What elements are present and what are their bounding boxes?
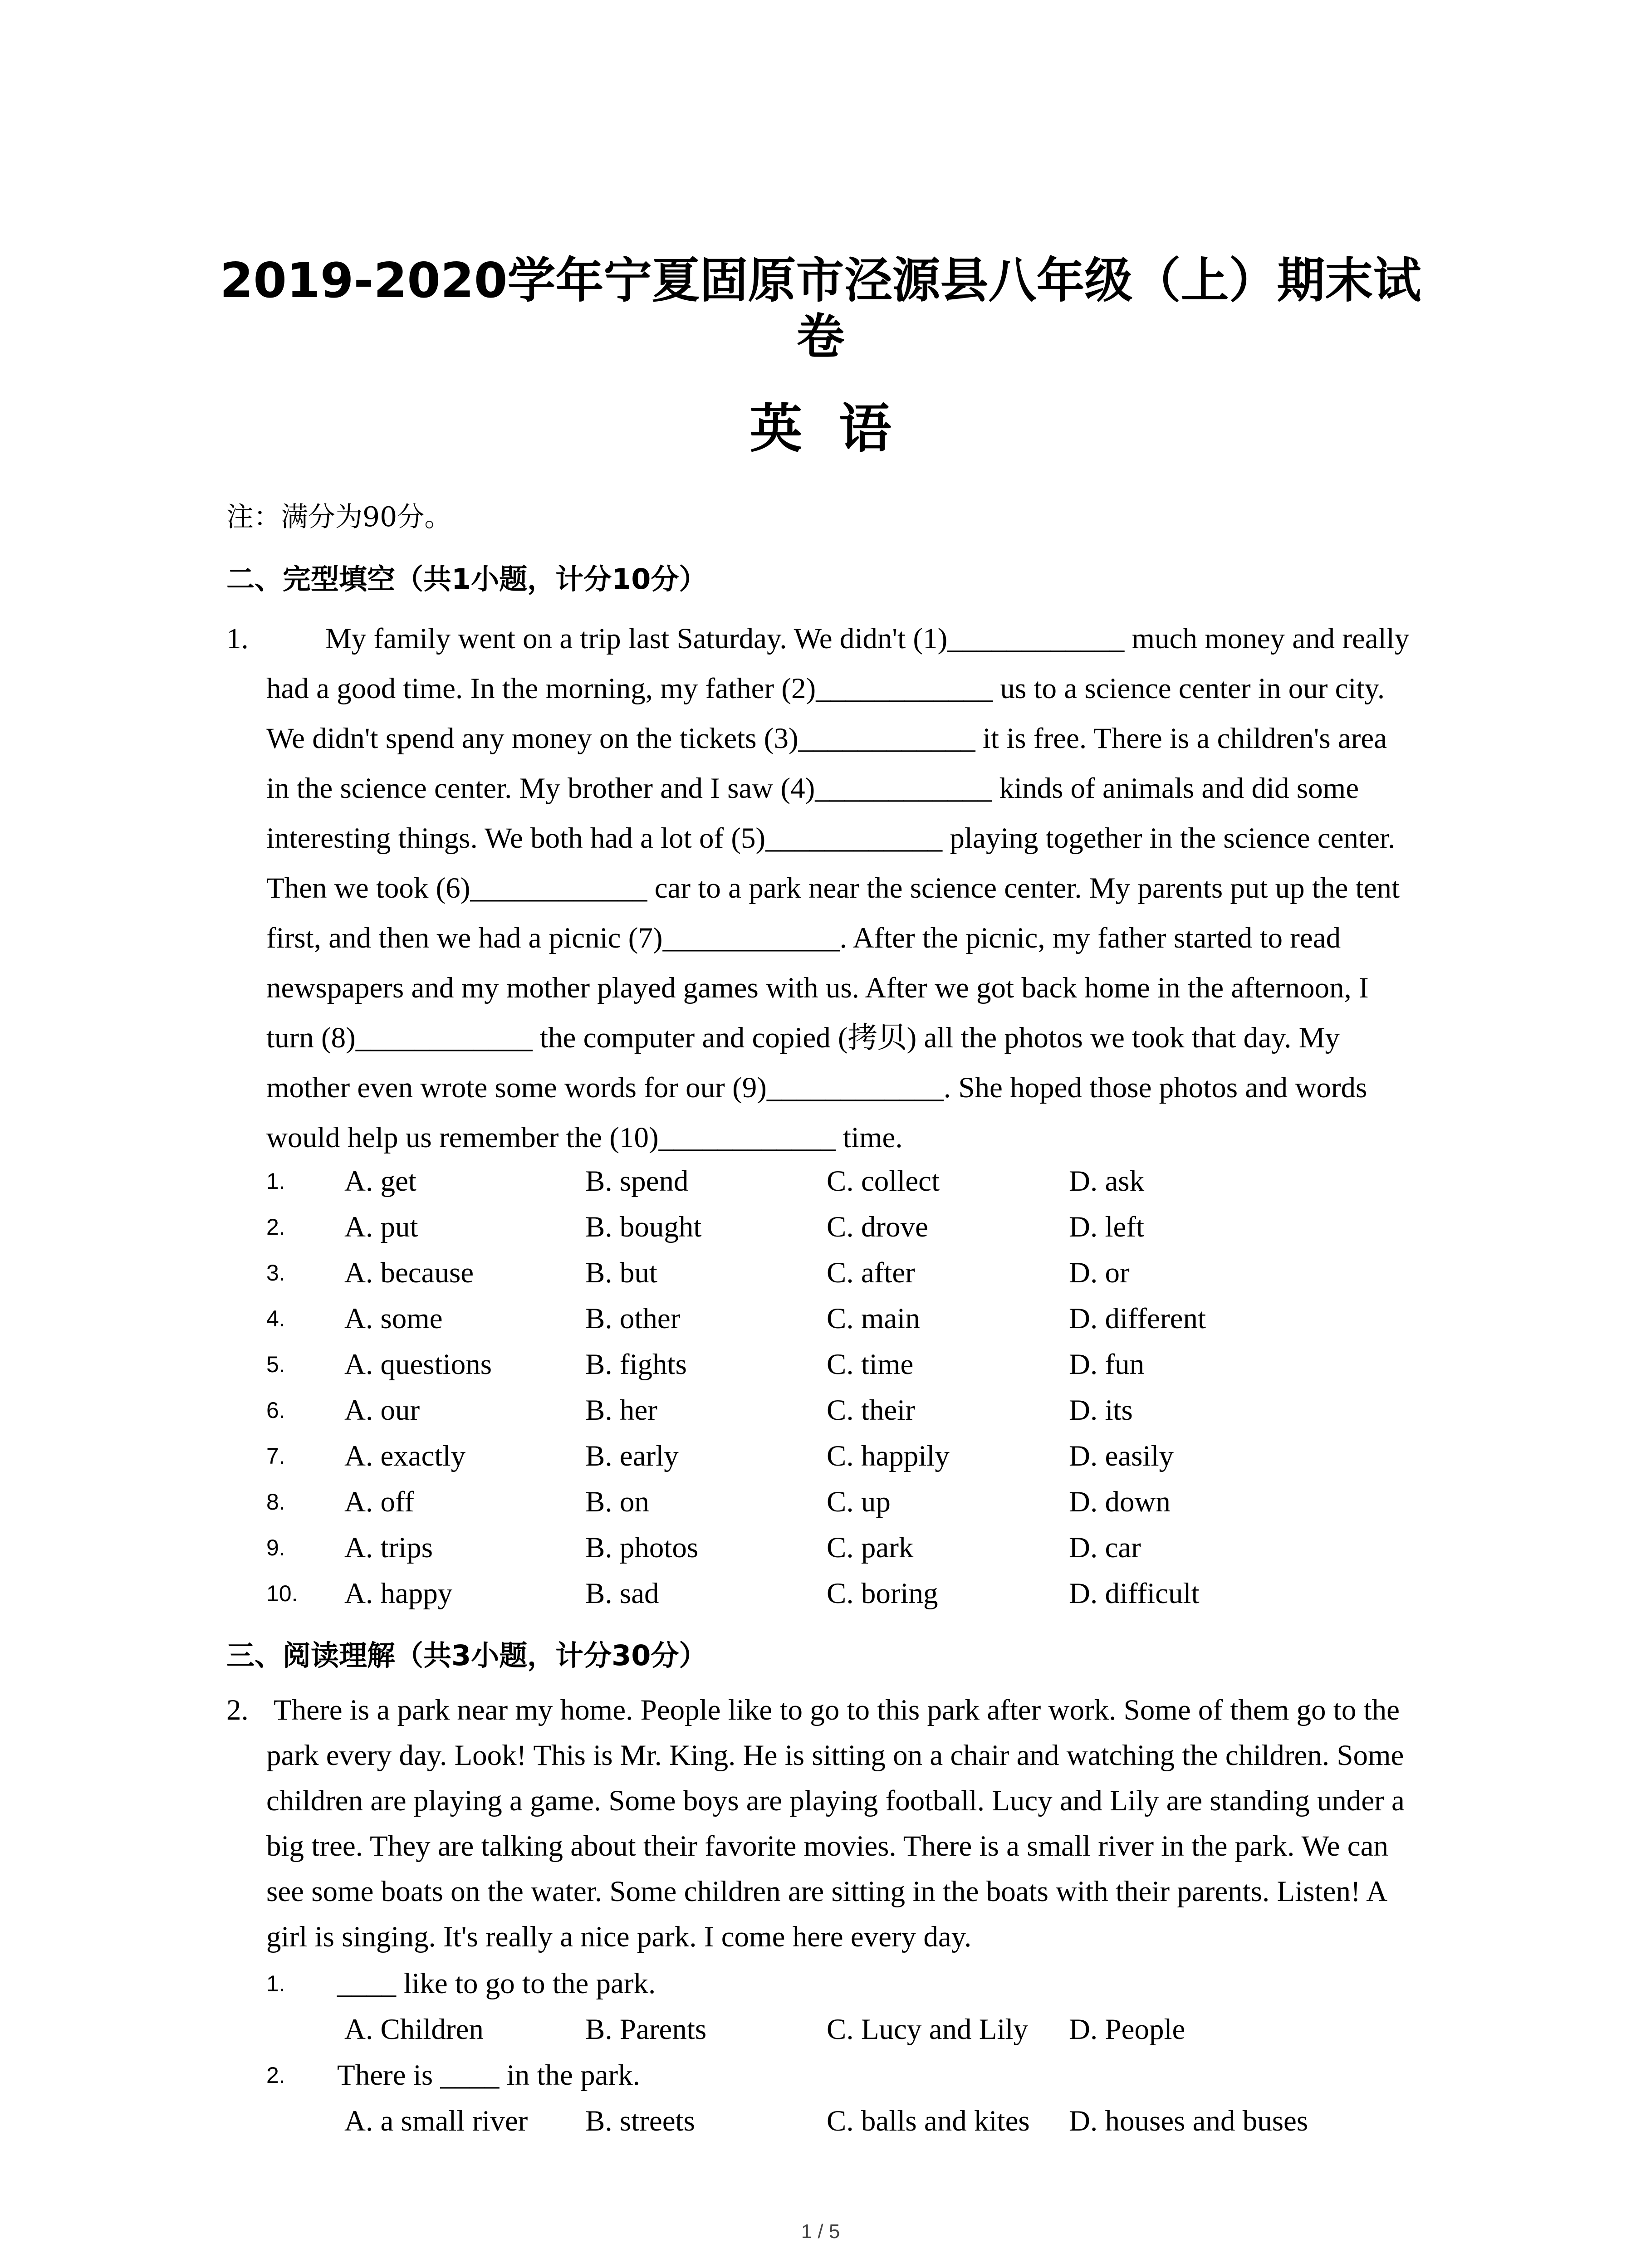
subject-title: 英 语	[749, 398, 892, 459]
passage-line: children are playing a game. Some boys are playing football. Lucy and Lily are standing under a	[266, 1784, 1405, 1817]
option-b: B. sad	[585, 1577, 659, 1610]
option-c: C. drove	[827, 1211, 928, 1243]
cloze-passage	[266, 614, 1409, 1163]
option-a: A. some	[344, 1302, 443, 1335]
option-row	[0, 1388, 1641, 1433]
exam-title	[0, 253, 1641, 365]
passage-line: in the science center. My brother and I saw (4)____________ kinds of animals and did some	[266, 772, 1359, 805]
option-b: B. spend	[585, 1165, 689, 1198]
option-b: B. bought	[585, 1211, 702, 1243]
option-row	[0, 1479, 1641, 1525]
passage-line: see some boats on the water. Some children are sitting in the boats with their parents. Listen! A	[266, 1875, 1388, 1908]
passage-line: park every day. Look! This is Mr. King. He is sitting on a chair and watching the children. Some	[266, 1739, 1404, 1772]
option-number: 10.	[266, 1581, 298, 1606]
option-a: A. our	[344, 1394, 420, 1427]
option-a: A. off	[344, 1486, 415, 1518]
exam-title-line: 2019-2020学年宁夏固原市泾源县八年级（上）期末试	[220, 253, 1421, 308]
option-c: C. after	[827, 1256, 915, 1289]
option-row	[0, 1342, 1641, 1388]
option-b: B. early	[585, 1440, 679, 1472]
reading-passage	[266, 1687, 1405, 1960]
section-heading-cloze: 二、完型填空（共1小题，计分10分）	[226, 562, 707, 596]
option-d: D. car	[1069, 1531, 1141, 1564]
question-number: 2.	[266, 2063, 285, 2088]
option-c: C. collect	[827, 1165, 940, 1198]
passage-line: turn (8)____________ the computer and copied (拷贝) all the photos we took that day. My	[266, 1022, 1340, 1054]
option-a: A. exactly	[344, 1440, 466, 1472]
page-number: 1 / 5	[801, 2220, 840, 2243]
option-c: C. balls and kites	[827, 2105, 1030, 2137]
option-c: C. main	[827, 1302, 920, 1335]
option-a: A. questions	[344, 1348, 492, 1381]
section-heading-reading: 三、阅读理解（共3小题，计分30分）	[226, 1639, 707, 1672]
question-stem: There is ____ in the park.	[337, 2059, 640, 2092]
option-number: 5.	[266, 1352, 285, 1377]
passage-line: We didn't spend any money on the tickets (3)____________ it is free. There is a children's area	[266, 722, 1387, 755]
option-b: B. but	[585, 1256, 657, 1289]
passage-line: would help us remember the (10)____________ time.	[266, 1121, 903, 1154]
option-row	[0, 2007, 1641, 2053]
question-number: 1.	[226, 622, 249, 655]
passage-line: interesting things. We both had a lot of (5)____________ playing together in the science center.	[266, 822, 1396, 855]
passage-line: big tree. They are talking about their favorite movies. There is a small river in the park. We can	[266, 1830, 1388, 1862]
option-d: D. ask	[1069, 1165, 1145, 1198]
option-number: 3.	[266, 1260, 285, 1286]
option-row	[0, 1250, 1641, 1296]
option-row	[0, 1204, 1641, 1250]
option-number: 2.	[266, 1214, 285, 1240]
option-row	[0, 1158, 1641, 1204]
option-a: A. a small river	[344, 2105, 528, 2137]
option-c: C. happily	[827, 1440, 950, 1472]
exam-title-line: 卷	[796, 309, 845, 365]
question-number: 2.	[226, 1694, 249, 1726]
option-number: 1.	[266, 1168, 285, 1194]
option-c: C. boring	[827, 1577, 938, 1610]
passage-line: There is a park near my home. People like to go to this park after work. Some of them go to the	[274, 1694, 1400, 1726]
passage-line: newspapers and my mother played games with us. After we got back home in the afternoon, I	[266, 972, 1369, 1004]
option-a: A. Children	[344, 2013, 484, 2046]
option-d: D. down	[1069, 1486, 1171, 1518]
option-d: D. or	[1069, 1256, 1130, 1289]
option-number: 7.	[266, 1443, 285, 1469]
option-b: B. on	[585, 1486, 649, 1518]
option-d: D. its	[1069, 1394, 1133, 1427]
option-d: D. easily	[1069, 1440, 1174, 1472]
option-row	[0, 1296, 1641, 1342]
option-row	[0, 1525, 1641, 1571]
option-number: 4.	[266, 1306, 285, 1331]
passage-line: mother even wrote some words for our (9)____________. She hoped those photos and words	[266, 1071, 1367, 1104]
option-d: D. difficult	[1069, 1577, 1200, 1610]
option-a: A. trips	[344, 1531, 433, 1564]
option-number: 6.	[266, 1398, 285, 1423]
option-b: B. her	[585, 1394, 657, 1427]
option-row	[0, 1433, 1641, 1479]
option-a: A. happy	[344, 1577, 453, 1610]
option-b: B. fights	[585, 1348, 687, 1381]
option-a: A. because	[344, 1256, 474, 1289]
option-b: B. Parents	[585, 2013, 707, 2046]
option-a: A. get	[344, 1165, 416, 1198]
passage-line: first, and then we had a picnic (7)____________. After the picnic, my father started to read	[266, 922, 1341, 954]
option-c: C. time	[827, 1348, 914, 1381]
passage-line: Then we took (6)____________ car to a park near the science center. My parents put up the tent	[266, 872, 1400, 904]
question-number: 1.	[266, 1971, 285, 1996]
question-stem-row	[0, 2053, 1641, 2098]
option-c: C. park	[827, 1531, 914, 1564]
option-d: D. People	[1069, 2013, 1185, 2046]
option-d: D. left	[1069, 1211, 1145, 1243]
passage-line: had a good time. In the morning, my father (2)____________ us to a science center in our city.	[266, 672, 1385, 705]
option-c: C. up	[827, 1486, 891, 1518]
option-number: 9.	[266, 1535, 285, 1560]
option-row	[0, 1571, 1641, 1617]
option-d: D. houses and buses	[1069, 2105, 1308, 2137]
option-d: D. fun	[1069, 1348, 1145, 1381]
option-b: B. photos	[585, 1531, 699, 1564]
option-d: D. different	[1069, 1302, 1206, 1335]
option-row	[0, 2098, 1641, 2144]
option-c: C. their	[827, 1394, 915, 1427]
passage-line: My family went on a trip last Saturday. We didn't (1)____________ much money and really	[325, 622, 1410, 655]
option-a: A. put	[344, 1211, 418, 1243]
option-b: B. streets	[585, 2105, 695, 2137]
score-note: 注：满分为90分。	[226, 501, 452, 533]
question-stem: ____ like to go to the park.	[337, 1967, 656, 2000]
passage-line: girl is singing. It's really a nice park. I come here every day.	[266, 1921, 972, 1953]
option-c: C. Lucy and Lily	[827, 2013, 1029, 2046]
question-stem-row	[0, 1961, 1641, 2007]
option-b: B. other	[585, 1302, 681, 1335]
option-number: 8.	[266, 1489, 285, 1515]
